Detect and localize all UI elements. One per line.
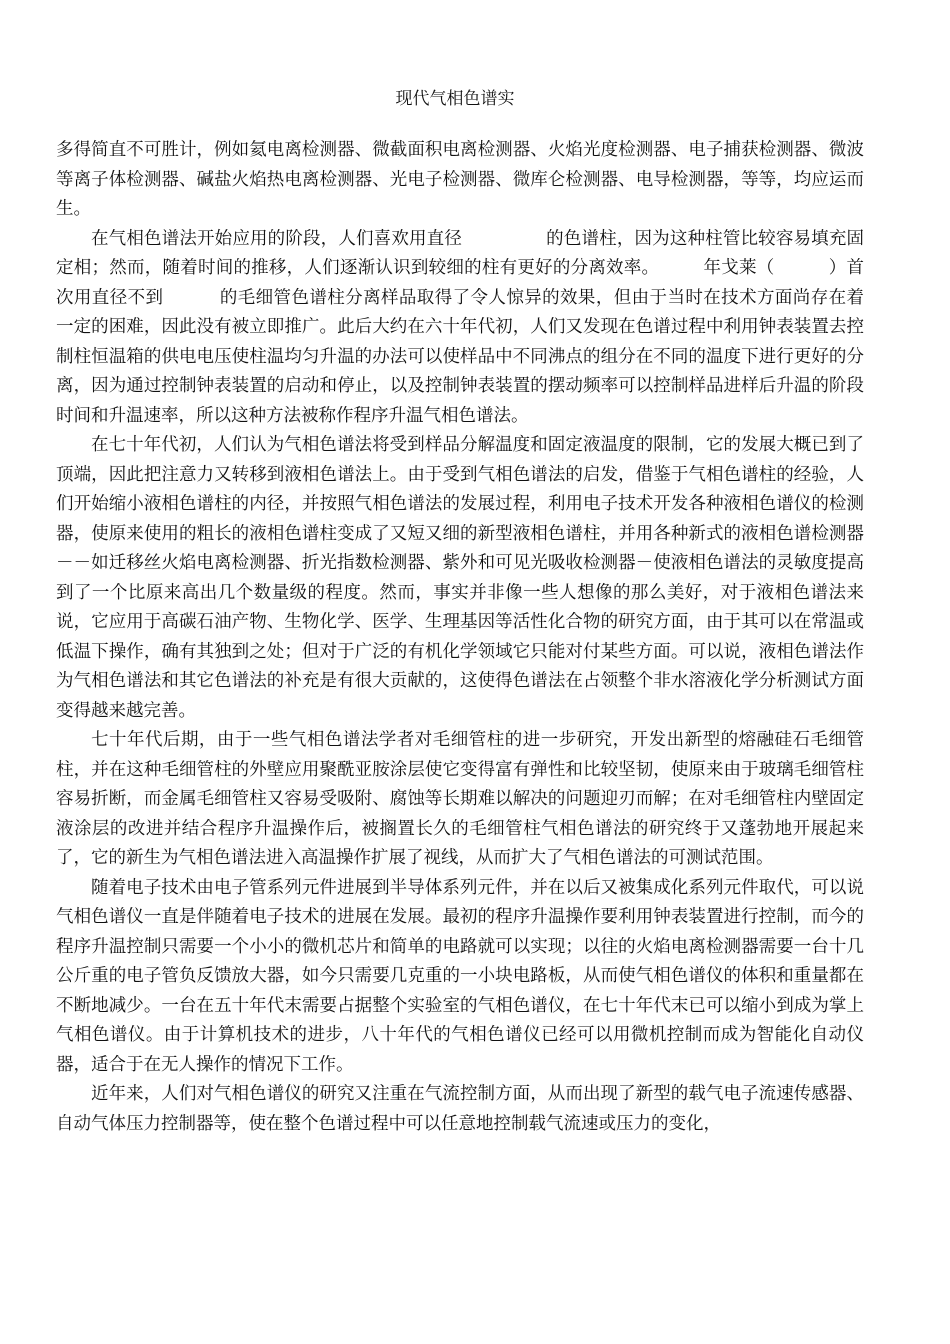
paragraph-2-part-1: 在气相色谱法开始应用的阶段，人们喜欢用直径	[91, 228, 462, 249]
paragraph-2-part-5: 的毛细管色谱柱分离样品取得了令人惊异的效果，但由于当时在技术方面尚存在着一定的困难，因此没有被立即推广。此后大约在六十年代初，人们又发现在色谱过程中利用钟表装置去控制柱恒温箱的供电电压使柱温均匀升温的办法可以使样品中不同沸点的组分在不同的温度下进行更好的分离，因为通过控制钟表装置的启动和停止，以及控制钟表装置的摆动频率可以控制样品进样后升温的阶段时间和升温速率，所以这种方法被称作程序升温气相色谱法。	[56, 287, 865, 426]
paragraph-6: 近年来，人们对气相色谱仪的研究又注重在气流控制方面，从而出现了新型的载气电子流速传感器、自动气体压力控制器等，使在整个色谱过程中可以任意地控制载气流速或压力的变化，	[56, 1084, 864, 1134]
paragraph-5: 随着电子技术由电子管系列元件进展到半导体系列元件，并在以后又被集成化系列元件取代，可以说气相色谱仪一直是伴随着电子技术的进展在发展。最初的程序升温操作要利用钟表装置进行控制，而今的程序升温控制只需要一个小小的微机芯片和简单的电路就可以实现；以往的火焰电离检测器需要一台十几公斤重的电子管负反馈放大器，如今只需要几克重的一小块电路板，从而使气相色谱仪的体积和重量都在不断地减少。一台在五十年代末需要占据整个实验室的气相色谱仪，在七十年代末已可以缩小到成为掌上气相色谱仪。由于计算机技术的进步，八十年代的气相色谱仪已经可以用微机控制而成为智能化自动仪器，适合于在无人操作的情况下工作。	[56, 877, 864, 1075]
paragraph-4: 七十年代后期，由于一些气相色谱法学者对毛细管柱的进一步研究，开发出新型的熔融硅石毛细管柱，并在这种毛细管柱的外壁应用聚酰亚胺涂层使它变得富有弹性和比较坚韧，使原来由于玻璃毛细管柱容易折断，而金属毛细管柱又容易受吸附、腐蚀等长期难以解决的问题迎刃而解；在对毛细管柱内壁固定液涂层的改进并结合程序升温操作后，被搁置长久的毛细管柱气相色谱法的研究终于又蓬勃地开展起来了，它的新生为气相色谱法进入高温操作扩展了视线，从而扩大了气相色谱法的可测试范围。	[56, 730, 864, 868]
paragraph-2-part-2: 的色谱柱，因为这种柱管比较容易填充固定相；然而，随着时间的推移，人们逐渐认识到较细的柱有更好的分离效率。	[56, 228, 864, 278]
paragraph-3: 在七十年代初，人们认为气相色谱法将受到样品分解温度和固定液温度的限制，它的发展大概已到了顶端，因此把注意力又转移到液相色谱法上。由于受到气相色谱法的启发，借鉴于气相色谱柱的经验，人们开始缩小液相色谱柱的内径，并按照气相色谱法的发展过程，利用电子技术开发各种液相色谱仪的检测器，使原来使用的粗长的液相色谱柱变成了又短又细的新型液相色谱柱，并用各种新式的液相色谱检测器－－如迁移丝火焰电离检测器、折光指数检测器、紫外和可见光吸收检测器－使液相色谱法的灵敏度提高到了一个比原来高出几个数量级的程度。然而，事实并非像一些人想像的那么美好，对于液相色谱法来说，它应用于高碳石油产物、生物化学、医学、生理基因等活性化合物的研究方面，由于其可以在常温或低温下操作，确有其独到之处；但对于广泛的有机化学领域它只能对付某些方面。可以说，液相色谱法作为气相色谱法和其它色谱法的补充是有很大贡献的，这使得色谱法在占领整个非水溶液化学分析测试方面变得越来越完善。	[56, 435, 864, 721]
paragraph-1: 多得简直不可胜计，例如氦电离检测器、微截面积电离检测器、火焰光度检测器、电子捕获检测器、微波等离子体检测器、碱盐火焰热电离检测器、光电子检测器、微库仑检测器、电导检测器，等等，均应运而生。	[56, 140, 864, 219]
paragraph-2-part-4: ）首次用直径不到	[56, 258, 865, 308]
document-body	[56, 136, 864, 1139]
paragraph-2	[56, 225, 864, 432]
page-title: 现代气相色谱实	[395, 89, 515, 109]
paragraph-2-part-3: 年戈莱（	[703, 258, 775, 278]
